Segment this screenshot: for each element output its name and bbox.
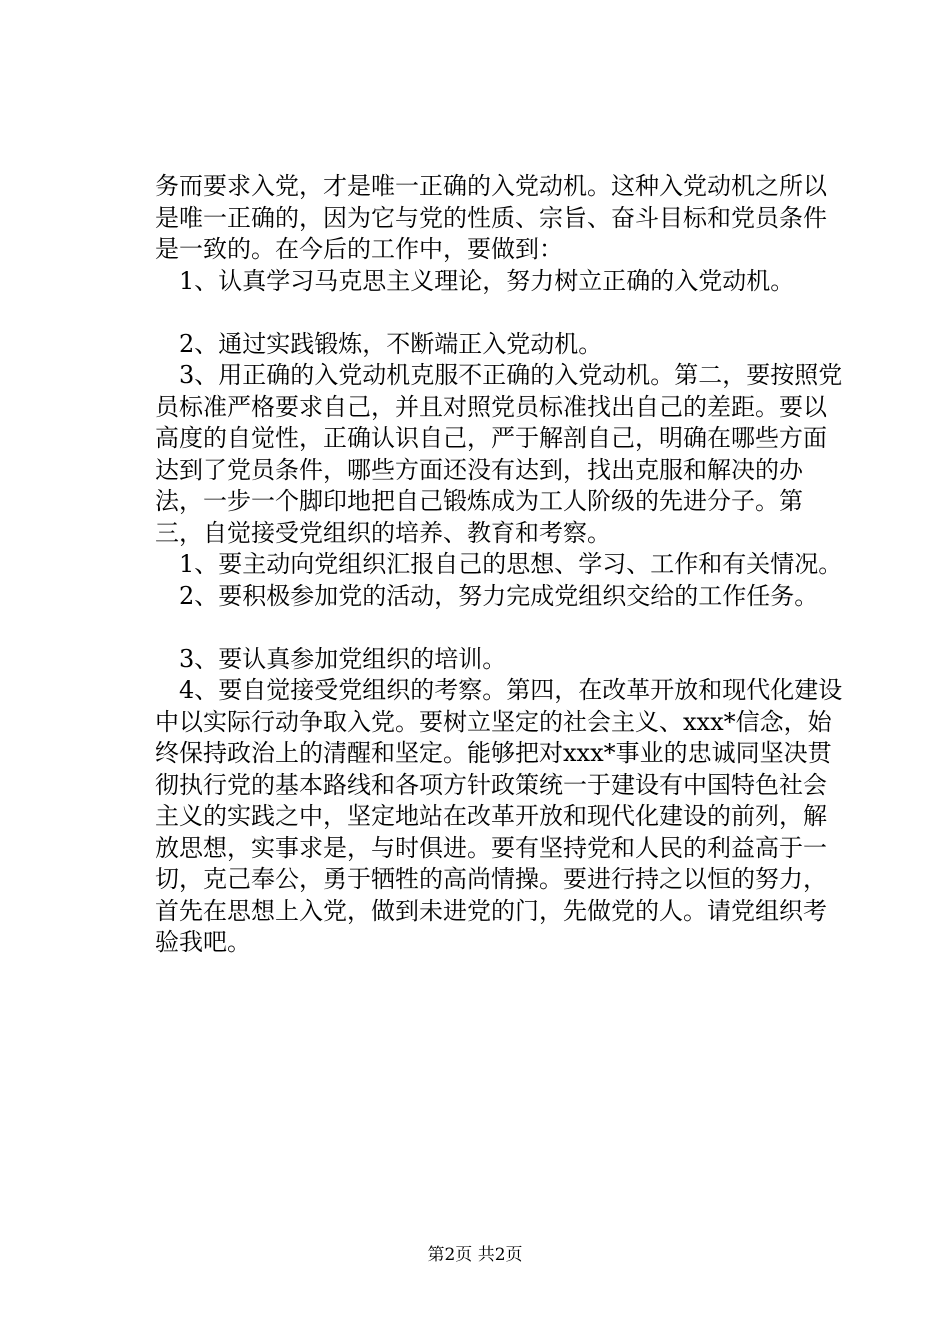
paragraph-4: 3、用正确的入党动机克服不正确的入党动机。第二，要按照党员标准严格要求自己，并且对照党员标准找出自己的差距。要以高度的自觉性，正确认识自己，严于解剖自己，明确在哪些方面达到了党员条件，哪些方面还没有达到，找出克服和解决的办法，一步一个脚印地把自己锻炼成为工人阶级的先进分子。第三，自觉接受党组织的培养、教育和考察。 (155, 361, 843, 547)
paragraph-6: 2、要积极参加党的活动，努力完成党组织交给的工作任务。 (179, 581, 819, 610)
paragraph-8: 4、要自觉接受党组织的考察。第四，在改革开放和现代化建设中以实际行动争取入党。要树立坚定的社会主义、xxx*信念，始终保持政治上的清醒和坚定。能够把对xxx*事业的忠诚同坚决贯彻执行党的基本路线和各项方针政策统一于建设有中国特色社会主义的实践之中，坚定地站在改革开放和现代化建设的前列，解放思想，实事求是，与时俱进。要有坚持党和人民的利益高于一切，克己奉公，勇于牺牲的高尚情操。要进行持之以恒的努力，首先在思想上入党，做到未进党的门，先做党的人。请党组织考验我吧。 (155, 676, 843, 956)
page-footer (0, 1244, 950, 1266)
page-number-label: 第2页 共2页 (427, 1245, 523, 1265)
paragraph-3: 2、通过实践锻炼，不断端正入党动机。 (179, 329, 603, 358)
document-body (155, 171, 845, 959)
paragraph-5: 1、要主动向党组织汇报自己的思想、学习、工作和有关情况。 (179, 550, 843, 578)
paragraph-2: 1、认真学习马克思主义理论，努力树立正确的入党动机。 (179, 266, 795, 295)
paragraph-7: 3、要认真参加党组织的培训。 (179, 644, 507, 673)
paragraph-1: 务而要求入党，才是唯一正确的入党动机。这种入党动机之所以是唯一正确的，因为它与党的性质、宗旨、奋斗目标和党员条件是一致的。在今后的工作中，要做到： (155, 172, 827, 263)
